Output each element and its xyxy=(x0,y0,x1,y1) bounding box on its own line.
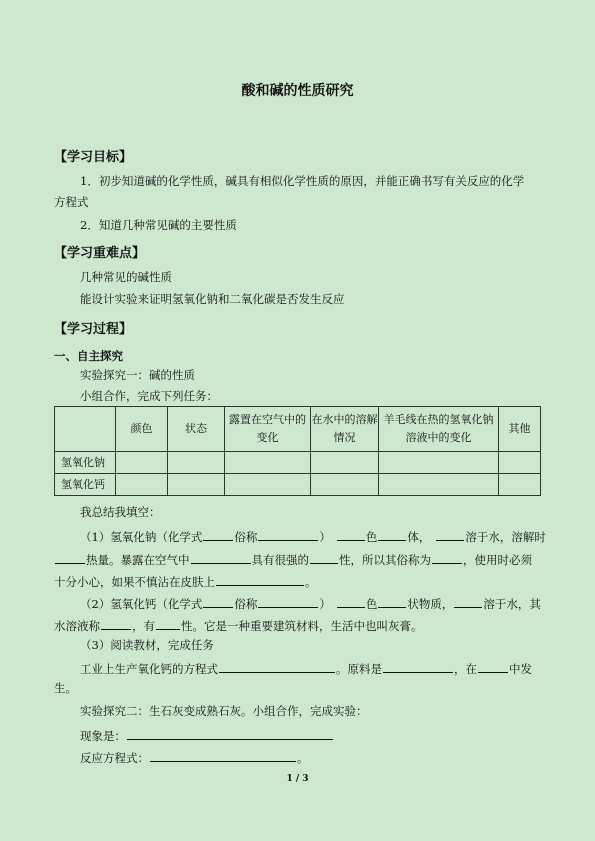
row-label: 氢氧化钙 xyxy=(55,474,116,496)
blank[interactable] xyxy=(258,596,318,608)
table-cell[interactable] xyxy=(379,452,499,474)
table-cell[interactable] xyxy=(116,452,168,474)
industry-line-1: 工业上生产氧化钙的方程式 。原料是 ，在 中发 xyxy=(80,662,532,676)
blank[interactable] xyxy=(101,618,131,630)
table-cell[interactable] xyxy=(225,474,311,496)
blank[interactable] xyxy=(127,728,333,740)
table-row xyxy=(55,452,541,474)
table-header-cell: 羊毛线在热的氢氧化钠溶液中的变化 xyxy=(379,407,499,452)
caoh-line-1: （2）氢氧化钙（化学式 俗称 ） 色 状物质， 溶于水，其 xyxy=(80,597,541,611)
blank[interactable] xyxy=(203,596,233,608)
blank[interactable] xyxy=(156,618,180,630)
blank[interactable] xyxy=(432,552,462,564)
table-cell[interactable] xyxy=(225,452,311,474)
naoh-line-1: （1）氢氧化钠（化学式 俗称 ） 色 体， 溶于水，溶解时 xyxy=(80,530,546,544)
blank[interactable] xyxy=(337,596,365,608)
table-cell[interactable] xyxy=(379,474,499,496)
blank[interactable] xyxy=(378,529,406,541)
blank[interactable] xyxy=(310,552,338,564)
blank[interactable] xyxy=(383,661,453,673)
read-task: （3）阅读教材，完成任务 xyxy=(80,638,214,652)
blank[interactable] xyxy=(216,574,304,586)
page-title: 酸和碱的性质研究 xyxy=(241,83,354,99)
table-header-cell xyxy=(55,407,116,452)
phenomenon-line: 现象是： xyxy=(80,728,334,743)
blank[interactable] xyxy=(258,529,318,541)
blank[interactable] xyxy=(436,529,464,541)
key-header: 【学习重难点】 xyxy=(54,246,146,261)
goal-2: 2．知道几种常见碱的主要性质 xyxy=(80,218,237,232)
blank[interactable] xyxy=(454,596,482,608)
industry-line-2: 生。 xyxy=(54,681,77,695)
table-header-cell: 颜色 xyxy=(116,407,168,452)
blank[interactable] xyxy=(378,596,406,608)
goal-1-line-1: 1．初步知道碱的化学性质，碱具有相似化学性质的原因，并能正确书写有关反应的化学 xyxy=(80,174,525,188)
key-2: 能设计实验来证明氢氧化钠和二氧化碳是否发生反应 xyxy=(80,292,345,306)
blank[interactable] xyxy=(337,529,365,541)
summary-label: 我总结我填空： xyxy=(80,505,161,519)
blank[interactable] xyxy=(191,552,251,564)
table-cell[interactable] xyxy=(499,474,541,496)
equation-line: 反应方程式： 。 xyxy=(80,751,309,765)
naoh-line-2: 热量。暴露在空气中 具有很强的 性，所以其俗称为 ，使用时必须 xyxy=(54,552,532,567)
table-cell[interactable] xyxy=(168,452,225,474)
part-1-heading: 一、自主探究 xyxy=(54,349,123,363)
experiment-2: 实验探究二：生石灰变成熟石灰。小组合作，完成实验： xyxy=(80,704,368,718)
table-header-cell: 露置在空气中的变化 xyxy=(225,407,311,452)
blank[interactable] xyxy=(150,750,296,762)
page-number: 1 / 3 xyxy=(286,774,309,784)
goals-header: 【学习目标】 xyxy=(54,150,133,165)
table-header-cell: 在水中的溶解情况 xyxy=(311,407,379,452)
blank[interactable] xyxy=(219,661,335,673)
table-header-cell: 状态 xyxy=(168,407,225,452)
group-task: 小组合作，完成下列任务： xyxy=(80,389,218,403)
blank[interactable] xyxy=(478,661,508,673)
row-label: 氢氧化钠 xyxy=(55,452,116,474)
experiment-1: 实验探究一：碱的性质 xyxy=(80,368,195,382)
table-cell[interactable] xyxy=(311,452,379,474)
goal-1-line-2: 方程式 xyxy=(54,195,89,209)
blank[interactable] xyxy=(55,552,85,564)
key-1: 几种常见的碱性质 xyxy=(80,270,172,284)
table-cell[interactable] xyxy=(168,474,225,496)
table-cell[interactable] xyxy=(499,452,541,474)
table-header-cell: 其他 xyxy=(499,407,541,452)
table-row xyxy=(55,474,541,496)
table-cell[interactable] xyxy=(116,474,168,496)
naoh-line-3: 十分小心，如果不慎沾在皮肤上 。 xyxy=(54,575,317,589)
caoh-line-2: 水溶液称 ，有 性。它是一种重要建筑材料，生活中也叫灰膏。 xyxy=(54,619,423,633)
process-header: 【学习过程】 xyxy=(54,322,133,337)
table-cell[interactable] xyxy=(311,474,379,496)
properties-table xyxy=(54,406,541,496)
blank[interactable] xyxy=(203,529,233,541)
